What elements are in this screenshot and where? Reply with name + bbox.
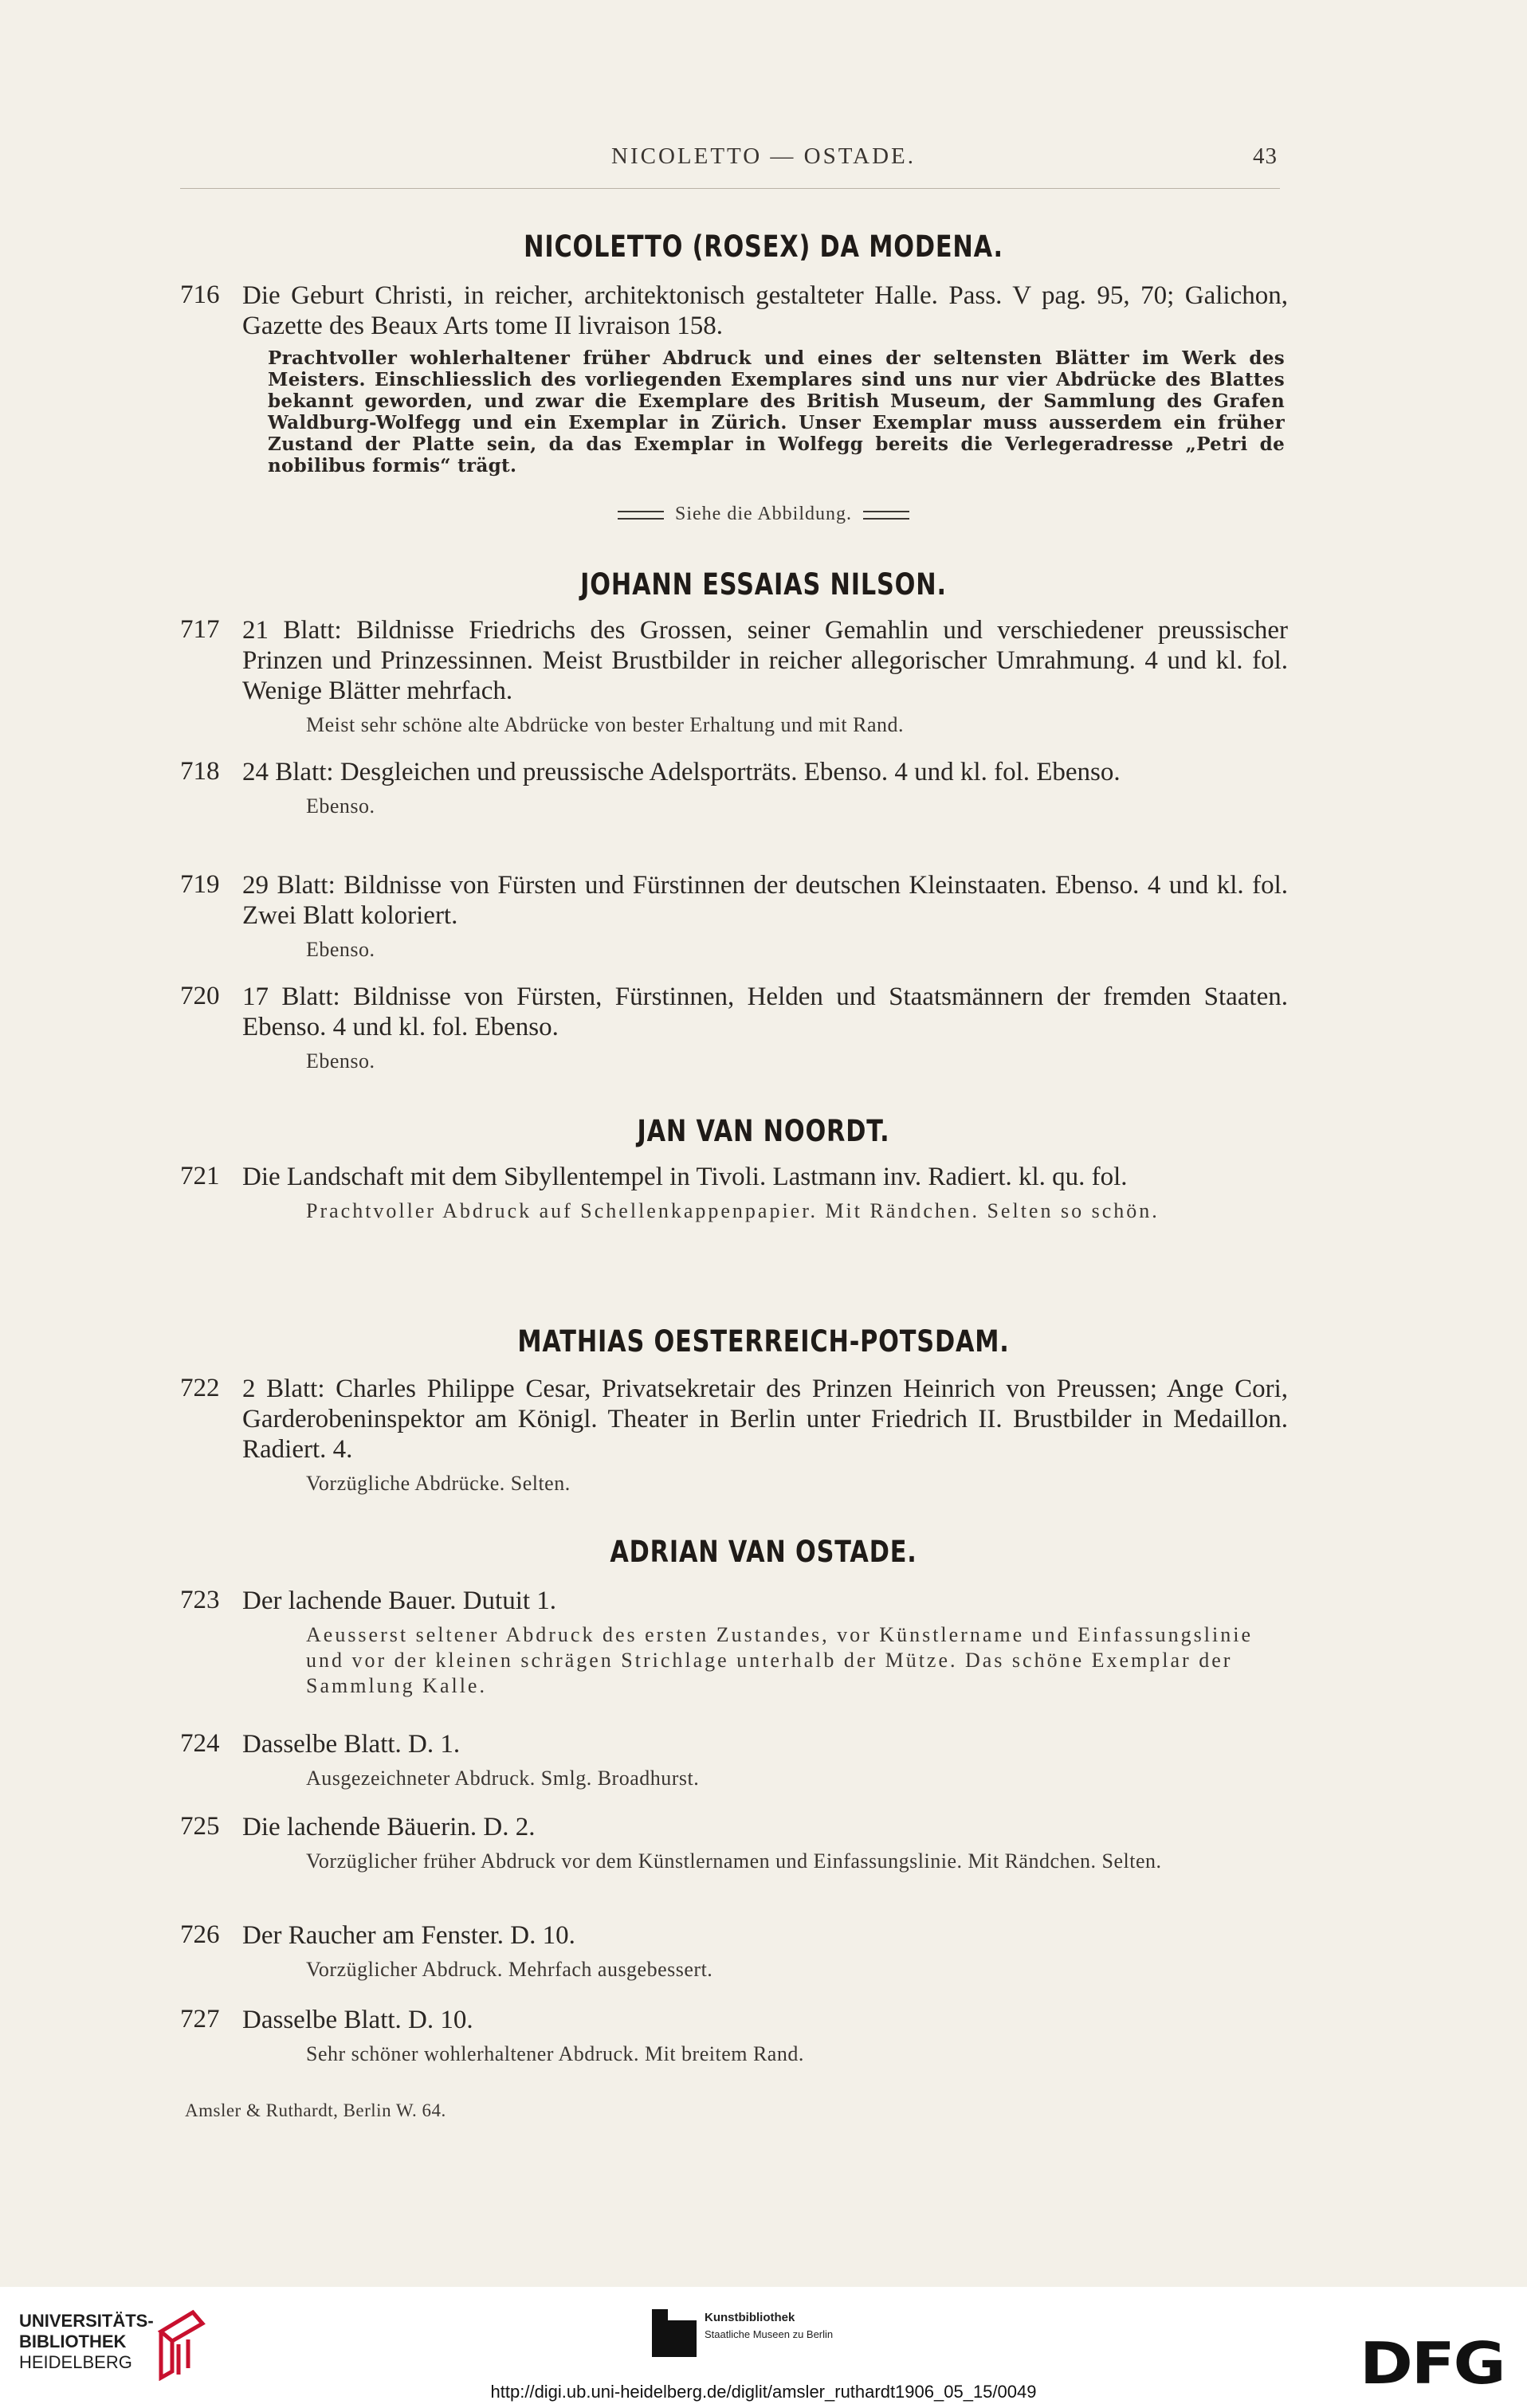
entry-number: 720 bbox=[180, 982, 220, 1010]
section-heading-nilson: JOHANN ESSAIAS NILSON. bbox=[580, 567, 947, 602]
entry-721 bbox=[180, 1162, 1288, 1224]
entry-text: Die Landschaft mit dem Sibyllentempel in Tivoli. Lastmann inv. Radiert. kl. qu. fol. bbox=[242, 1163, 1128, 1191]
header-rule bbox=[180, 188, 1280, 189]
entry-note: Vorzügliche Abdrücke. Selten. bbox=[306, 1472, 571, 1495]
section-heading-nicoletto: NICOLETTO (ROSEX) DA MODENA. bbox=[524, 229, 1003, 264]
entry-text: 2 Blatt: Charles Philippe Cesar, Privatsekretair des Prinzen Heinrich von Preussen; Ange Cori, Garderobeninspektor am Königl. Theater in Berlin unter Friedrich II. Brustbilder in Medaillon. Radiert. 4. bbox=[242, 1375, 1288, 1464]
section-heading-ostade: ADRIAN VAN OSTADE. bbox=[610, 1535, 917, 1569]
double-rule-left bbox=[618, 511, 664, 520]
entry-720 bbox=[180, 982, 1288, 1074]
entry-number: 727 bbox=[180, 2005, 220, 2033]
entry-number: 726 bbox=[180, 1920, 220, 1949]
heidelberg-mark-icon bbox=[156, 2308, 207, 2381]
heidelberg-library-logo[interactable] bbox=[19, 2311, 154, 2373]
entry-number: 722 bbox=[180, 1374, 220, 1402]
entry-number: 718 bbox=[180, 757, 220, 786]
page-number: 43 bbox=[1253, 143, 1278, 169]
entry-note: Sehr schöner wohlerhaltener Abdruck. Mit breitem Rand. bbox=[306, 2042, 804, 2065]
dfg-logo[interactable]: DFG bbox=[1360, 2330, 1505, 2397]
kunstbibliothek-subtitle: Staatliche Museen zu Berlin bbox=[705, 2328, 834, 2340]
kunstbibliothek-title: Kunstbibliothek bbox=[705, 2311, 795, 2324]
entry-number: 721 bbox=[180, 1162, 220, 1190]
entry-724 bbox=[180, 1729, 1288, 1791]
entry-text: Dasselbe Blatt. D. 10. bbox=[242, 2006, 473, 2034]
running-head bbox=[0, 143, 1527, 170]
entry-note: Ausgezeichneter Abdruck. Smlg. Broadhurst. bbox=[306, 1767, 700, 1790]
entry-number: 725 bbox=[180, 1812, 220, 1841]
entry-text: 17 Blatt: Bildnisse von Fürsten, Fürstinnen, Helden und Staatsmännern der fremden Staaten. Ebenso. 4 und kl. fol. Ebenso. bbox=[242, 982, 1288, 1041]
entry-text: Dasselbe Blatt. D. 1. bbox=[242, 1730, 461, 1759]
entry-text: Die Geburt Christi, in reicher, architektonisch gestalteter Halle. Pass. V pag. 95, 70; Galichon, Gazette des Beaux Arts tome II livraison 158. bbox=[242, 281, 1288, 340]
uni-logo-line1: UNIVERSITÄTS- bbox=[19, 2311, 154, 2331]
entry-text: Der lachende Bauer. Dutuit 1. bbox=[242, 1586, 557, 1615]
entry-719 bbox=[180, 870, 1288, 963]
section-heading-noordt: JAN VAN NOORDT. bbox=[637, 1114, 890, 1148]
entry-718 bbox=[180, 757, 1288, 819]
entry-note: Aeusserst seltener Abdruck des ersten Zustandes, vor Künstlername und Einfassungslinie und vor der kleinen schrägen Strichlage unterhalb der Mütze. Das schöne Exemplar der Sammlung Kalle. bbox=[306, 1623, 1254, 1697]
entry-number: 717 bbox=[180, 615, 220, 644]
entry-716 bbox=[180, 280, 1288, 341]
entry-726 bbox=[180, 1920, 1288, 1982]
entry-note: Vorzüglicher Abdruck. Mehrfach ausgebessert. bbox=[306, 1958, 713, 1981]
entry-number: 724 bbox=[180, 1729, 220, 1758]
entry-text: Die lachende Bäuerin. D. 2. bbox=[242, 1813, 536, 1841]
entry-725 bbox=[180, 1812, 1288, 1874]
running-head-title: NICOLETTO — OSTADE. bbox=[611, 143, 916, 169]
entry-number: 723 bbox=[180, 1586, 220, 1614]
double-rule-right bbox=[863, 511, 909, 520]
entry-text: 21 Blatt: Bildnisse Friedrichs des Grossen, seiner Gemahlin und verschiedener preussischer Prinzen und Prinzessinnen. Meist Brustbilder in reicher allegorischer Umrahmung. 4 und kl. fol. Wenige Blätter mehrfach. bbox=[242, 616, 1288, 705]
entry-note: Ebenso. bbox=[306, 938, 375, 961]
entry-727 bbox=[180, 2005, 1288, 2067]
entry-number: 716 bbox=[180, 280, 220, 309]
entry-text: Der Raucher am Fenster. D. 10. bbox=[242, 1921, 575, 1950]
entry-723 bbox=[180, 1586, 1288, 1699]
entry-722 bbox=[180, 1374, 1288, 1496]
entry-note: Prachtvoller Abdruck auf Schellenkappenpapier. Mit Rändchen. Selten so schön. bbox=[306, 1199, 1160, 1222]
permalink-url[interactable]: http://digi.ub.uni-heidelberg.de/diglit/amsler_ruthardt1906_05_15/0049 bbox=[490, 2382, 1037, 2402]
entry-note: Vorzüglicher früher Abdruck vor dem Künstlernamen und Einfassungslinie. Mit Rändchen. Selten. bbox=[306, 1849, 1162, 1873]
entry-number: 719 bbox=[180, 870, 220, 899]
entry-716-note: Prachtvoller wohlerhaltener früher Abdruck und eines der seltensten Blätter im Werk des Meisters. Einschliesslich des vorliegenden Exemplares sind uns nur vier Abdrücke des Blattes bekannt geworden, und zwar die Exemplare des British Museum, der Sammlung des Grafen Waldburg-Wolfegg und ein Exemplar in Zürich. Unser Exemplar muss ausserdem ein früher Zustand der Platte sein, da das Exemplar in Wolfegg bereits die Verlegeradresse „Petri de nobilibus formis“ trägt. bbox=[268, 347, 1285, 477]
entry-note: Ebenso. bbox=[306, 794, 375, 818]
printer-imprint: Amsler & Ruthardt, Berlin W. 64. bbox=[185, 2100, 446, 2120]
kunstbibliothek-logo-icon bbox=[652, 2309, 697, 2357]
uni-logo-line3: HEIDELBERG bbox=[19, 2352, 132, 2372]
uni-logo-line2: BIBLIOTHEK bbox=[19, 2332, 127, 2351]
entry-note: Meist sehr schöne alte Abdrücke von bester Erhaltung und mit Rand. bbox=[306, 713, 905, 736]
entry-text: 24 Blatt: Desgleichen und preussische Adelsporträts. Ebenso. 4 und kl. fol. Ebenso. bbox=[242, 758, 1121, 786]
illustration-reference bbox=[0, 504, 1527, 525]
entry-717 bbox=[180, 615, 1288, 738]
siehe-text: Siehe die Abbildung. bbox=[675, 504, 852, 524]
section-heading-oesterreich: MATHIAS OESTERREICH-POTSDAM. bbox=[517, 1324, 1010, 1359]
entry-text: 29 Blatt: Bildnisse von Fürsten und Fürstinnen der deutschen Kleinstaaten. Ebenso. 4 und kl. fol. Zwei Blatt koloriert. bbox=[242, 871, 1288, 930]
entry-note: Ebenso. bbox=[306, 1049, 375, 1073]
